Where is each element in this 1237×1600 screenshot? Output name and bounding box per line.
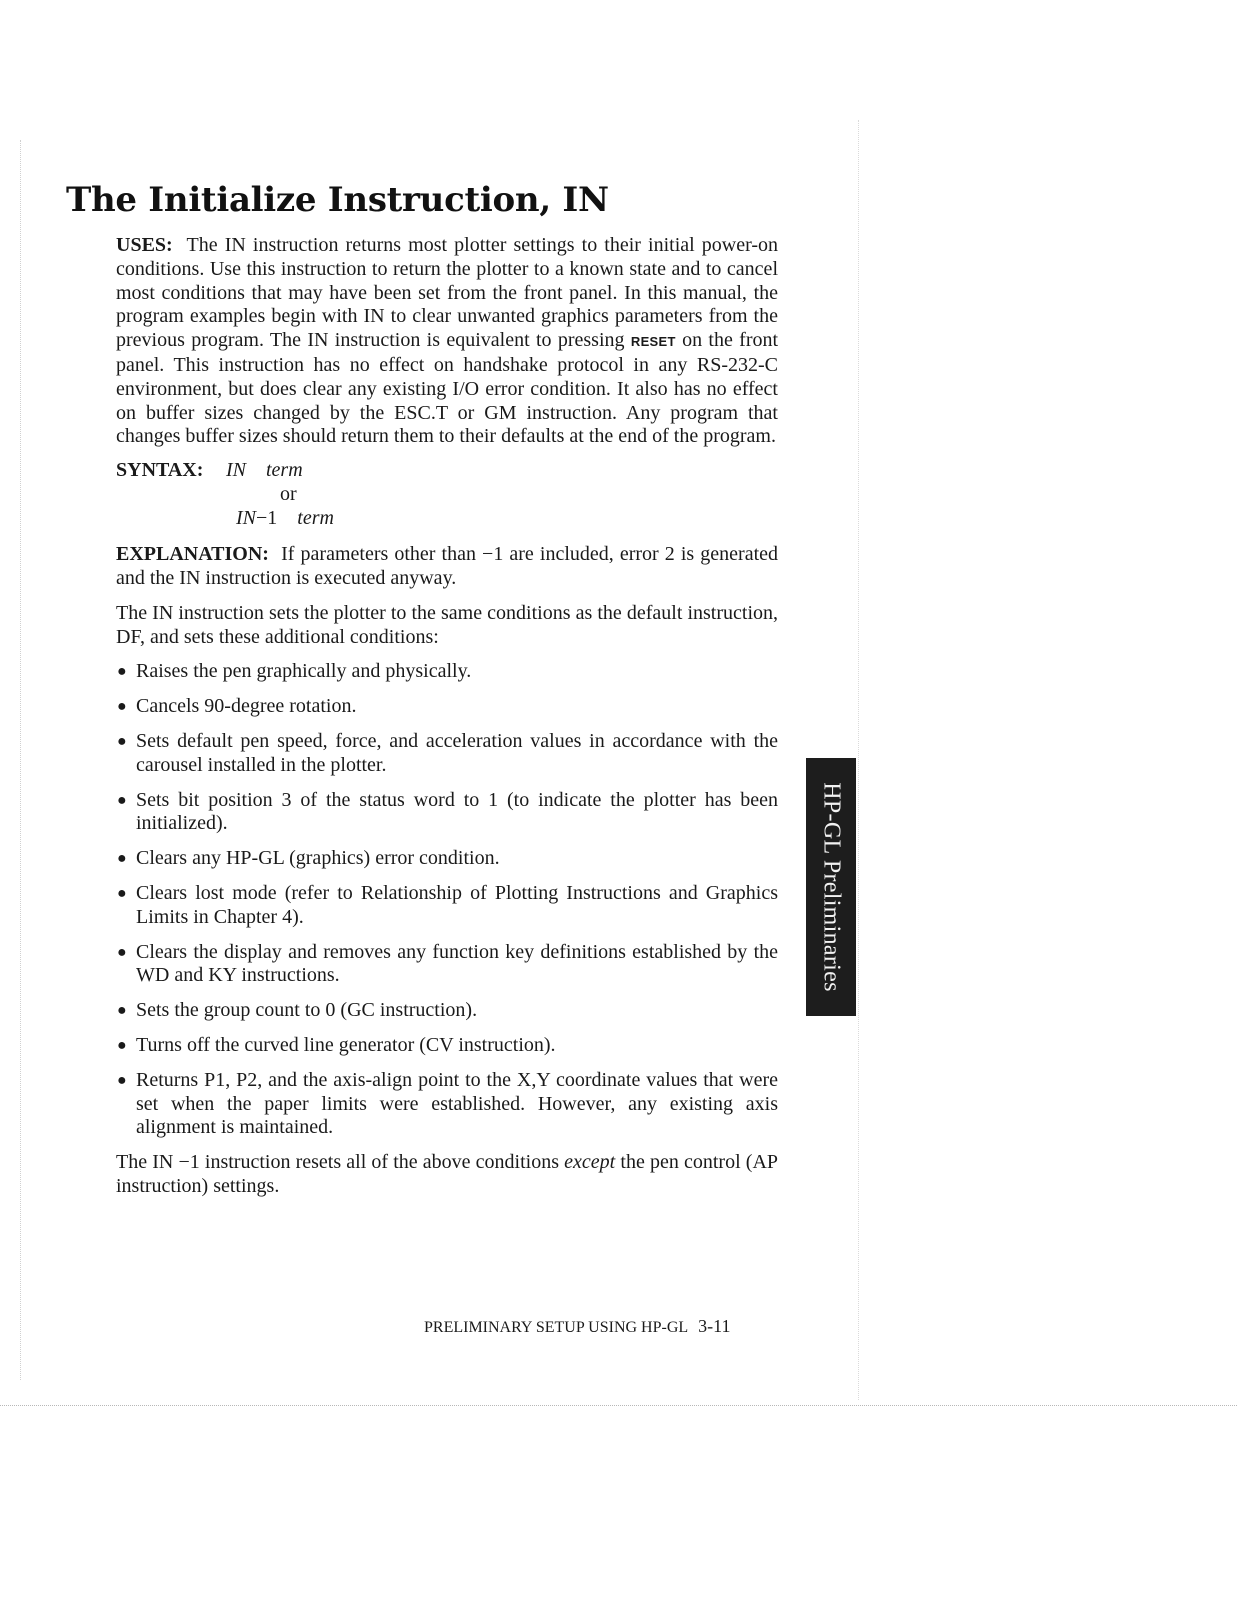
list-item bbox=[116, 695, 778, 719]
explanation-paragraph bbox=[116, 543, 778, 591]
uses-text: The IN instruction returns most plotter settings to their initial power-on conditions. Use this instruction to return the plotter to a known state and to cancel most conditions that may have been set from the front panel. In this manual, the program examples begin with IN to clear unwanted graphics parameters from the previous program. The IN instruction is equivalent to pressing bbox=[116, 234, 779, 352]
bullet-icon: ● bbox=[117, 663, 127, 681]
syntax-block bbox=[116, 459, 778, 531]
bullet-icon: ● bbox=[117, 732, 127, 750]
bullet-icon: ● bbox=[117, 1002, 127, 1020]
bullet-icon: ● bbox=[117, 698, 127, 716]
syntax-form-1-instr: IN bbox=[226, 459, 246, 482]
syntax-form-1 bbox=[226, 459, 303, 483]
list-item bbox=[116, 999, 778, 1023]
uses-paragraph bbox=[116, 234, 778, 449]
syntax-form-1-term: term bbox=[266, 459, 303, 482]
bullet-icon: ● bbox=[117, 1071, 127, 1089]
page-footer bbox=[424, 1316, 731, 1337]
list-item-text: Sets the group count to 0 (GC instruction). bbox=[136, 999, 478, 1022]
bullet-icon: ● bbox=[117, 850, 127, 868]
explanation-text: If parameters other than −1 are included, error 2 is generated and the IN instruction is executed anyway. bbox=[116, 543, 779, 589]
closing-paragraph bbox=[116, 1151, 778, 1199]
closing-emphasis: except bbox=[564, 1151, 616, 1174]
syntax-form-2-instr: IN bbox=[236, 507, 256, 530]
body-text bbox=[116, 234, 778, 1199]
list-item-text: Cancels 90-degree rotation. bbox=[136, 695, 357, 718]
syntax-form-2-param: −1 bbox=[256, 507, 278, 530]
list-item bbox=[116, 1069, 778, 1140]
list-item bbox=[116, 660, 778, 684]
side-tab-label: HP-GL Preliminaries bbox=[818, 782, 845, 992]
closing-after: the pen control (AP instruction) settings. bbox=[116, 1151, 779, 1197]
list-item bbox=[116, 847, 778, 871]
list-item bbox=[116, 941, 778, 989]
conditions-intro: The IN instruction sets the plotter to the same conditions as the default instruction, DF, and sets these additional conditions: bbox=[116, 601, 778, 648]
syntax-label: SYNTAX: bbox=[116, 459, 204, 482]
syntax-or: or bbox=[280, 483, 297, 506]
list-item bbox=[116, 789, 778, 837]
list-item-text: Clears lost mode (refer to Relationship of Plotting Instructions and Graphics Limits in Chapter 4). bbox=[136, 881, 778, 928]
uses-text-after: on the front panel. This instruction has no effect on handshake protocol in any RS-232-C environment, but does clear any existing I/O error condition. It also has no effect on buffer sizes changed by the ESC.T or GM instruction. Any program that changes buffer sizes should return them to their defaults at the end of the program. bbox=[116, 329, 779, 448]
page-number: 3-11 bbox=[698, 1316, 731, 1336]
list-item bbox=[116, 882, 778, 930]
bullet-icon: ● bbox=[117, 791, 127, 809]
chapter-side-tab bbox=[806, 758, 856, 1016]
footer-running-title: PRELIMINARY SETUP USING HP-GL bbox=[424, 1319, 689, 1336]
list-item-text: Raises the pen graphically and physically. bbox=[136, 660, 472, 683]
explanation-label: EXPLANATION: bbox=[116, 543, 269, 566]
scan-edge-left bbox=[20, 140, 21, 1380]
list-item-text: Clears the display and removes any function key definitions established by the WD and KY instructions. bbox=[136, 940, 778, 987]
uses-label: USES: bbox=[116, 234, 173, 256]
scan-edge-right bbox=[858, 120, 859, 1400]
list-item-text: Sets default pen speed, force, and acceleration values in accordance with the carousel installed in the plotter. bbox=[136, 729, 778, 776]
bullet-icon: ● bbox=[117, 943, 127, 961]
closing-before: The IN −1 instruction resets all of the above conditions bbox=[116, 1151, 560, 1174]
list-item bbox=[116, 1034, 778, 1058]
list-item bbox=[116, 730, 778, 778]
bullet-icon: ● bbox=[117, 1036, 127, 1054]
list-item-text: Clears any HP-GL (graphics) error condition. bbox=[136, 847, 500, 870]
section-title: The Initialize Instruction, IN bbox=[66, 180, 609, 220]
syntax-form-2-term: term bbox=[297, 507, 334, 530]
syntax-form-2 bbox=[236, 507, 334, 531]
scan-bottom-edge bbox=[0, 1405, 1237, 1406]
bullet-icon: ● bbox=[117, 884, 127, 902]
list-item-text: Turns off the curved line generator (CV instruction). bbox=[136, 1033, 556, 1056]
list-item-text: Sets bit position 3 of the status word to 1 (to indicate the plotter has been initialized). bbox=[136, 788, 778, 835]
list-item-text: Returns P1, P2, and the axis-align point to the X,Y coordinate values that were set when the paper limits were established. However, any existing axis alignment is maintained. bbox=[136, 1068, 778, 1139]
conditions-list bbox=[116, 660, 778, 1140]
reset-key: RESET bbox=[630, 334, 676, 350]
